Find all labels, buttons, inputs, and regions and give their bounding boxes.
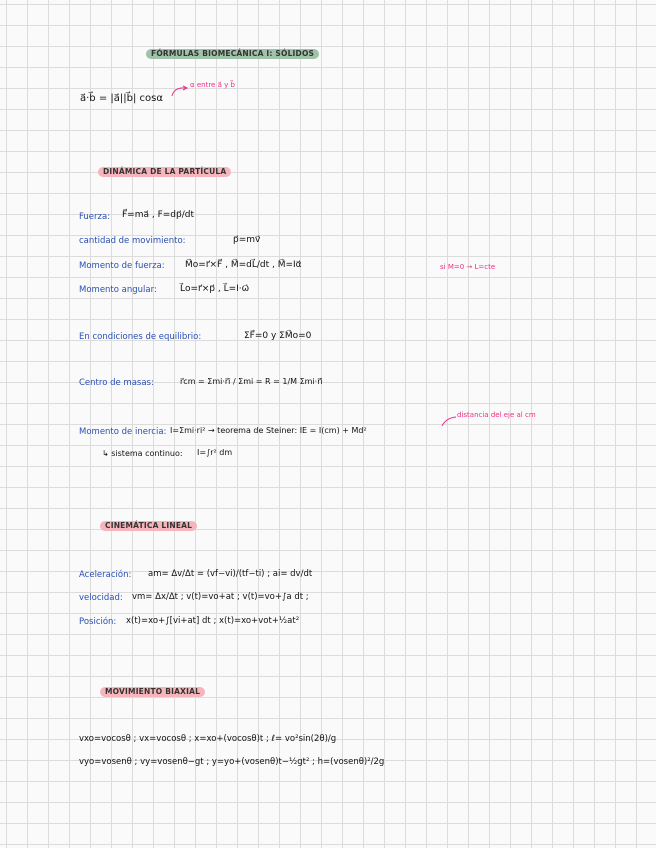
line-label: cantidad de movimiento:: [79, 236, 186, 246]
line-label: Posición:: [79, 617, 117, 627]
section-heading-dynamics: DINÁMICA DE LA PARTÍCULA: [98, 167, 231, 177]
line-label: En condiciones de equilibrio:: [79, 332, 202, 342]
line-expr: vyo=vosenθ ; vy=vosenθ−gt ; y=yo+(vosenθ)t−½gt² ; h=(vosenθ)²/2g: [79, 757, 385, 767]
line-label: velocidad:: [79, 593, 123, 603]
line-expr: vxo=vocosθ ; vx=vocosθ ; x=xo+(vocosθ)t ; ℓ= vo²sin(2θ)/g: [79, 734, 337, 744]
line-label: ↳ sistema continuo:: [102, 449, 183, 458]
dot-product-note: α entre a⃗ y b⃗: [190, 81, 235, 89]
line-label: Momento angular:: [79, 285, 157, 295]
line-expr: L⃗o=r⃗×p⃗ , L⃗=I·ω⃗: [180, 284, 250, 294]
line-expr: r⃗cm = Σmi·r⃗i / Σmi = R = 1/M Σmi·r⃗i: [180, 377, 323, 386]
line-expr: F⃗=ma⃗ , F=dp⃗/dt: [122, 210, 194, 220]
line-expr: I=Σmi·ri² → teorema de Steiner: IE = I(cm) + Md²: [170, 426, 367, 435]
line-label: Centro de masas:: [79, 378, 154, 388]
line-label: Momento de fuerza:: [79, 261, 165, 271]
steiner-note-arrow: [440, 414, 458, 428]
side-note: si M=0 → L=cte: [440, 263, 496, 271]
line-label: Momento de inercia:: [79, 427, 167, 437]
line-expr: vm= Δx/Δt ; v(t)=vo+at ; v(t)=vo+∫a dt ;: [132, 592, 309, 602]
section-heading-biaxial: MOVIMIENTO BIAXIAL: [100, 687, 205, 697]
page-title: FÓRMULAS BIOMECÁNICA I: SÓLIDOS: [146, 49, 319, 59]
line-expr: I=∫r² dm: [197, 448, 233, 457]
line-label: Fuerza:: [79, 212, 111, 222]
line-expr: M⃗o=r⃗×F⃗ , M⃗=dL⃗/dt , M⃗=Iα⃗: [185, 260, 302, 270]
line-expr: p⃗=mv⃗: [233, 235, 261, 245]
line-label: Aceleración:: [79, 570, 132, 580]
line-expr: x(t)=xo+∫[vi+at] dt ; x(t)=xo+vot+½at²: [126, 616, 300, 626]
dot-note-arrow: [170, 84, 190, 98]
steiner-note: distancia del eje al cm: [457, 411, 536, 419]
section-heading-kinematics: CINEMÁTICA LINEAL: [100, 521, 197, 531]
dot-product-formula: a⃗·b⃗ = |a⃗||b⃗| cosα: [80, 93, 163, 104]
line-expr: ΣF⃗=0 y ΣM⃗o=0: [244, 331, 312, 341]
line-expr: am= Δv/Δt = (vf−vi)/(tf−ti) ; ai= dv/dt: [148, 569, 313, 579]
